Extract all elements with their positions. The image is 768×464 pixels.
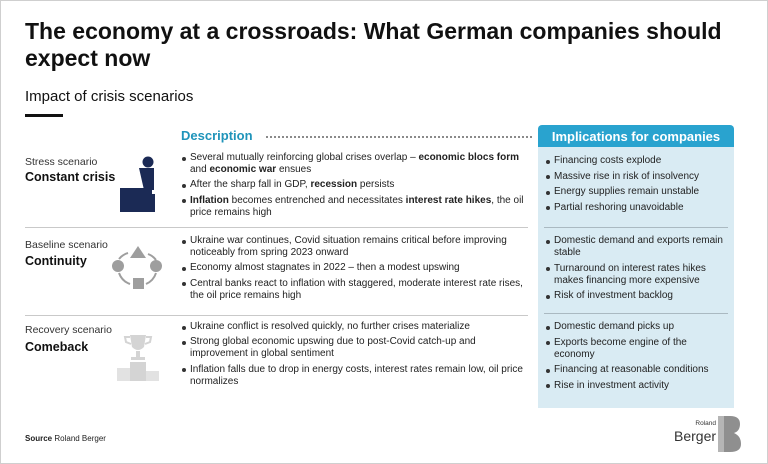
description-bullet: Strong global economic upswing due to post-Covid catch-up and improvement in global sentiment [181, 336, 526, 360]
description-bullet: Several mutually reinforcing global crises overlap – economic blocs form and economic war ensues [181, 152, 526, 176]
scenario-name: Comeback [25, 340, 89, 354]
implication-bullet: Turnaround on interest rates hikes makes financing more expensive [545, 263, 730, 287]
description-bullet: Ukraine conflict is resolved quickly, no further crises materialize [181, 321, 526, 333]
scenario-name: Constant crisis [25, 170, 116, 184]
row-separator [25, 227, 528, 228]
implications-header: Implications for companies [538, 125, 734, 147]
source-label: Source [25, 434, 53, 443]
scenario-type-label: Stress scenario [25, 156, 98, 168]
implications-list [545, 235, 730, 306]
description-bullet: After the sharp fall in GDP, recession persists [181, 179, 526, 191]
scenario-description-list [181, 235, 526, 305]
description-header: Description [181, 128, 253, 143]
description-bullet: Central banks react to inflation with staggered, moderate interest rate rises, the oil price remains high [181, 278, 526, 302]
implication-bullet: Energy supplies remain unstable [545, 186, 730, 198]
implication-bullet: Exports become engine of the economy [545, 337, 730, 361]
description-bullet: Economy almost stagnates in 2022 – then a modest upswing [181, 262, 526, 274]
description-dotted-line [266, 136, 532, 138]
page-title: The economy at a crossroads: What German companies should expect now [25, 18, 722, 71]
implications-separator [544, 313, 728, 314]
implications-list [545, 155, 730, 217]
scenario-description-list [181, 321, 526, 391]
source-note [25, 434, 106, 443]
implication-bullet: Risk of investment backlog [545, 290, 730, 302]
implication-bullet: Domestic demand picks up [545, 321, 730, 333]
scenario-type-label: Baseline scenario [25, 239, 108, 251]
person-sitting-head-down-icon [116, 154, 162, 214]
page-subtitle: Impact of crisis scenarios [25, 88, 194, 105]
description-bullet: Inflation falls due to drop in energy costs, interest rates remain low, oil price normalizes [181, 364, 526, 388]
implications-list [545, 321, 730, 395]
implication-bullet: Massive rise in risk of insolvency [545, 171, 730, 183]
logo-small-text: Roland [695, 420, 716, 427]
implication-bullet: Partial reshoring unavoidable [545, 202, 730, 214]
title-rule [25, 114, 63, 117]
implication-bullet: Domestic demand and exports remain stable [545, 235, 730, 259]
implication-bullet: Rise in investment activity [545, 380, 730, 392]
scenario-name: Continuity [25, 254, 87, 268]
scenario-description-list [181, 152, 526, 222]
cycle-shapes-icon [110, 242, 166, 294]
implication-bullet: Financing at reasonable conditions [545, 364, 730, 376]
description-bullet: Ukraine war continues, Covid situation remains critical before improving noticeably from spring 2023 onward [181, 235, 526, 259]
scenario-type-label: Recovery scenario [25, 324, 112, 336]
trophy-podium-icon [114, 333, 162, 383]
row-separator [25, 315, 528, 316]
description-bullet: Inflation becomes entrenched and necessitates interest rate hikes, the oil price remains high [181, 195, 526, 219]
source-text: Roland Berger [54, 434, 106, 443]
implications-separator [544, 227, 728, 228]
roland-berger-logo [716, 414, 742, 454]
logo-text: Berger [674, 428, 717, 444]
implication-bullet: Financing costs explode [545, 155, 730, 167]
